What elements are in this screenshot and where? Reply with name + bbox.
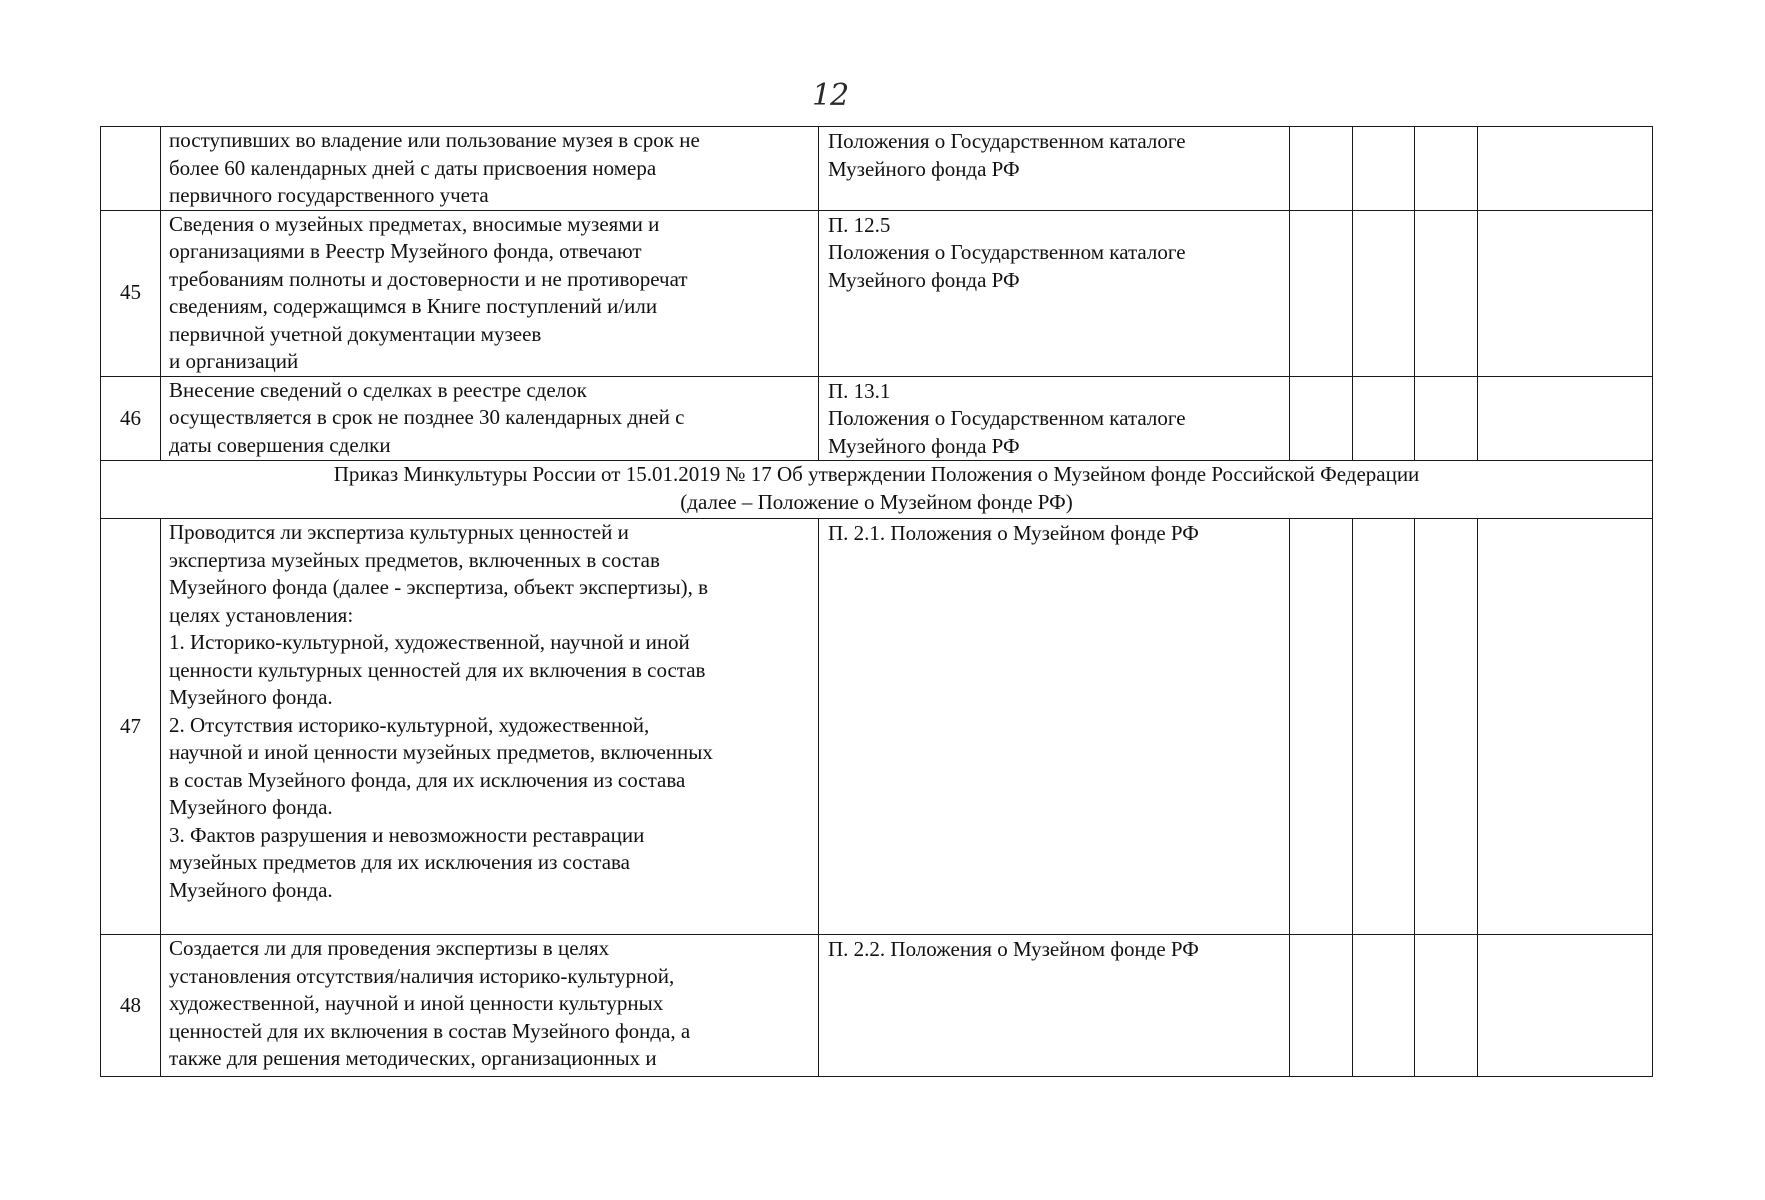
requirement-line: Музейного фонда. — [169, 795, 333, 819]
reference-line: Музейного фонда РФ — [828, 156, 1020, 181]
requirement-line: осуществляется в срок не позднее 30 календарных дней с — [169, 405, 685, 429]
check-cell — [1353, 519, 1415, 935]
section-heading-line: Приказ Минкультуры России от 15.01.2019 № 17 Об утверждении Положения о Музейном фонде Российской Федерации — [333, 462, 1420, 486]
requirement-line: требованиям полноты и достоверности и не противоречат — [169, 266, 688, 291]
check-cell — [1290, 376, 1353, 461]
reference-cell — [819, 935, 1290, 1077]
checklist-table — [100, 126, 1653, 1077]
row-number: 46 — [101, 376, 161, 461]
requirement-line: Проводится ли экспертиза культурных ценностей и — [169, 520, 629, 544]
requirement-line: музейных предметов для их исключения из состава — [169, 850, 631, 874]
requirement-line: также для решения методических, организационных и — [169, 1046, 657, 1070]
reference-line: Положения о Государственном каталоге — [828, 240, 1186, 264]
reference-cell — [819, 127, 1290, 211]
requirement-line: экспертиза музейных предметов, включенных в состав — [169, 547, 660, 572]
page-number: 12 — [812, 78, 849, 113]
requirement-cell — [161, 376, 819, 461]
table-row — [101, 376, 1653, 461]
check-cell — [1415, 127, 1478, 211]
reference-line: Положения о Государственном каталоге — [828, 406, 1186, 430]
check-cell — [1290, 127, 1353, 211]
requirement-line: первичного государственного учета — [169, 183, 489, 207]
requirement-line: даты совершения сделки — [169, 432, 391, 457]
reference-line: Музейного фонда РФ — [828, 433, 1020, 458]
requirement-line: целях установления: — [169, 602, 354, 627]
requirement-cell — [161, 127, 819, 211]
reference-cell — [819, 376, 1290, 461]
requirement-line: 1. Историко-культурной, художественной, научной и иной — [169, 630, 690, 654]
notes-cell — [1478, 127, 1653, 211]
notes-cell — [1478, 519, 1653, 935]
requirement-line: в состав Музейного фонда, для их исключения из состава — [169, 767, 686, 792]
requirement-cell — [161, 519, 819, 935]
section-heading-line: (далее – Положение о Музейном фонде РФ) — [680, 489, 1073, 514]
row-number: 45 — [101, 210, 161, 376]
requirement-line: и организаций — [169, 349, 299, 373]
requirement-line: Внесение сведений о сделках в реестре сделок — [169, 377, 587, 402]
check-cell — [1353, 210, 1415, 376]
requirement-line: поступивших во владение или пользование музея в срок не — [169, 128, 700, 152]
row-number: 47 — [101, 519, 161, 935]
reference-line: Музейного фонда РФ — [828, 267, 1020, 292]
row-number — [101, 127, 161, 211]
check-cell — [1415, 519, 1478, 935]
requirement-line: первичной учетной документации музеев — [169, 321, 542, 346]
row-number: 48 — [101, 935, 161, 1077]
table-row — [101, 127, 1653, 211]
requirement-cell — [161, 935, 819, 1077]
check-cell — [1415, 210, 1478, 376]
reference-line: П. 2.2. Положения о Музейном фонде РФ — [828, 937, 1199, 961]
notes-cell — [1478, 935, 1653, 1077]
requirement-line: более 60 календарных дней с даты присвоения номера — [169, 155, 657, 180]
requirement-line: Музейного фонда. — [169, 685, 333, 709]
requirement-line: организациями в Реестр Музейного фонда, отвечают — [169, 239, 642, 263]
requirement-line: научной и иной ценности музейных предметов, включенных — [169, 740, 713, 764]
reference-line: П. 2.1. Положения о Музейном фонде РФ — [828, 521, 1199, 545]
notes-cell — [1478, 210, 1653, 376]
requirement-line: сведениям, содержащимся в Книге поступлений и/или — [169, 294, 658, 318]
requirement-line: установления отсутствия/наличия историко-культурной, — [169, 963, 675, 988]
check-cell — [1353, 127, 1415, 211]
table-row — [101, 210, 1653, 376]
requirement-cell — [161, 210, 819, 376]
check-cell — [1415, 376, 1478, 461]
requirement-line: 2. Отсутствия историко-культурной, художественной, — [169, 712, 650, 737]
reference-cell — [819, 210, 1290, 376]
requirement-line: художественной, научной и иной ценности культурных — [169, 991, 664, 1015]
requirement-line: 3. Фактов разрушения и невозможности реставрации — [169, 822, 645, 847]
check-cell — [1353, 376, 1415, 461]
reference-line: П. 12.5 — [828, 212, 891, 237]
section-heading — [101, 461, 1653, 519]
table-row — [101, 935, 1653, 1077]
notes-cell — [1478, 376, 1653, 461]
requirement-line: ценности культурных ценностей для их включения в состав — [169, 657, 706, 682]
requirement-line: Музейного фонда (далее - экспертиза, объект экспертизы), в — [169, 575, 709, 599]
table-row — [101, 519, 1653, 935]
requirement-line: Создается ли для проведения экспертизы в целях — [169, 936, 610, 960]
requirement-line: Музейного фонда. — [169, 877, 333, 902]
check-cell — [1290, 519, 1353, 935]
requirement-line: ценностей для их включения в состав Музейного фонда, а — [169, 1018, 691, 1043]
check-cell — [1353, 935, 1415, 1077]
reference-line: Положения о Государственном каталоге — [828, 129, 1186, 153]
check-cell — [1290, 935, 1353, 1077]
reference-cell — [819, 519, 1290, 935]
check-cell — [1290, 210, 1353, 376]
requirement-line: Сведения о музейных предметах, вносимые музеями и — [169, 211, 660, 236]
reference-line: П. 13.1 — [828, 378, 891, 403]
check-cell — [1415, 935, 1478, 1077]
section-heading-row — [101, 461, 1653, 519]
